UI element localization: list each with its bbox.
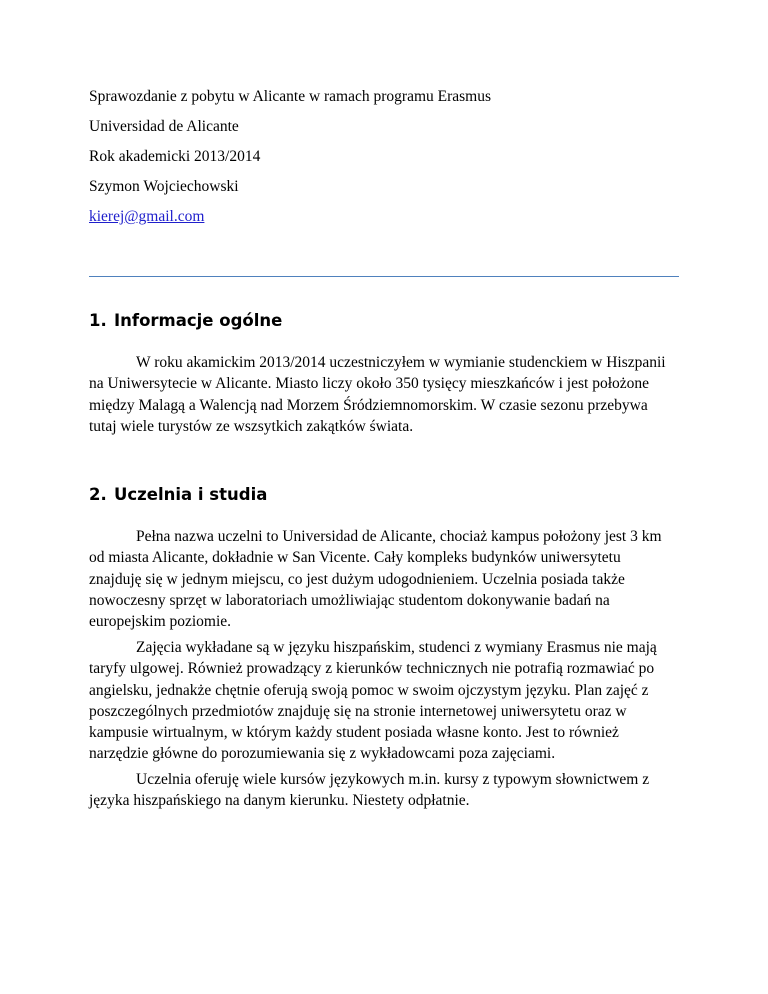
- paragraph-line: tutaj wiele turystów ze wszsytkich zakątków świata.: [89, 417, 414, 435]
- section-1-paragraph-1: [89, 352, 689, 437]
- paragraph-line: od miasta Alicante, dokładnie w San Vicente. Cały kompleks budynków uniwersytetu: [89, 549, 621, 567]
- section-2-title: Uczelnia i studia: [114, 485, 268, 504]
- header-divider: [89, 276, 679, 277]
- paragraph-line: poszczególnych przedmiotów znajduję się na stronie internetowej uniwersytetu oraz w: [89, 702, 627, 720]
- paragraph-line: Uczelnia oferuję wiele kursów językowych m.in. kursy z typowym słownictwem z: [136, 771, 650, 788]
- academic-year: Rok akademicki 2013/2014: [89, 148, 261, 165]
- paragraph-line: Zajęcia wykładane są w języku hiszpańskim, studenci z wymiany Erasmus nie mają: [136, 639, 657, 656]
- section-2-paragraph-2: [89, 637, 689, 765]
- section-2-paragraph-1: [89, 526, 689, 632]
- email-link[interactable]: kierej@gmail.com: [89, 208, 205, 225]
- paragraph-line: języka hiszpańskiego na danym kierunku. Niestety odpłatnie.: [89, 792, 470, 810]
- paragraph-line: znajduję się w jednym miejscu, co jest dużym udogodnieniem. Uczelnia posiada także: [89, 570, 625, 588]
- paragraph-line: na Uniwersytecie w Alicante. Miasto liczy około 350 tysięcy mieszkańców i jest położone: [89, 375, 650, 393]
- university-name: Universidad de Alicante: [89, 118, 239, 135]
- paragraph-line: między Malagą a Walencją nad Morzem Śródziemnomorskim. W czasie sezonu przebywa: [89, 396, 648, 414]
- paragraph-line: narzędzie główne do porozumiewania się z wykładowcami poza zajęciami.: [89, 745, 556, 763]
- section-1-heading: [89, 310, 282, 332]
- paragraph-line: europejskim poziomie.: [89, 613, 232, 631]
- report-title: Sprawozdanie z pobytu w Alicante w ramach programu Erasmus: [89, 88, 492, 105]
- paragraph-line: taryfy ulgowej. Również prowadzący z kierunków technicznych nie potrafią rozmawiać po: [89, 660, 655, 678]
- section-1-title: Informacje ogólne: [114, 311, 283, 330]
- section-2-number: 2.: [89, 485, 107, 504]
- paragraph-line: nowoczesny sprzęt w laboratoriach umożliwiając studentom dokonywanie badań na: [89, 591, 610, 609]
- paragraph-line: angielsku, jednakże chętnie oferują swoją pomoc w swoim ojczystym języku. Plan zajęć z: [89, 681, 649, 699]
- paragraph-line: W roku akamickim 2013/2014 uczestniczyłem w wymianie studenckiem w Hiszpanii: [136, 354, 666, 371]
- author-name: Szymon Wojciechowski: [89, 178, 239, 195]
- section-2-heading: [89, 484, 267, 506]
- paragraph-line: Pełna nazwa uczelni to Universidad de Alicante, chociaż kampus położony jest 3 km: [136, 528, 662, 545]
- section-1-number: 1.: [89, 311, 107, 330]
- paragraph-line: kampusie wirtualnym, w którym każdy student posiada własne konto. Jest to również: [89, 724, 619, 742]
- section-2-paragraph-3: [89, 769, 689, 812]
